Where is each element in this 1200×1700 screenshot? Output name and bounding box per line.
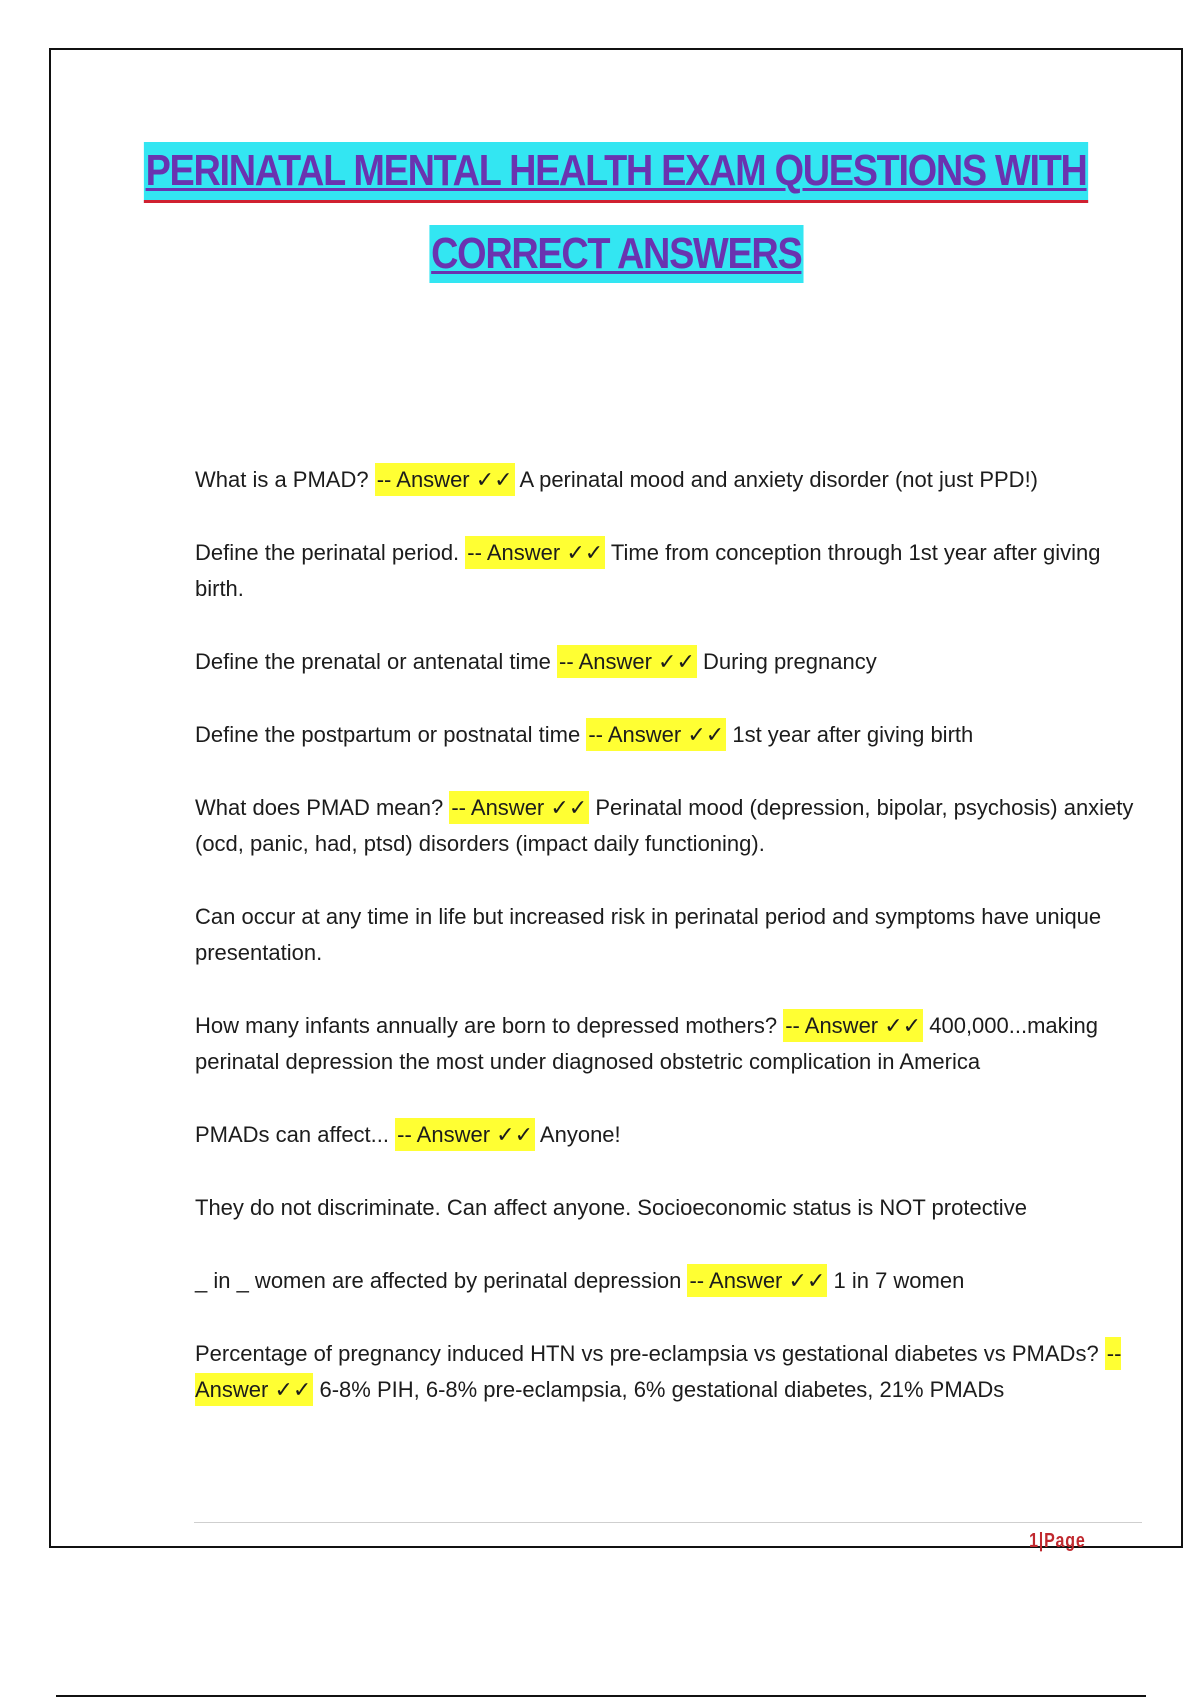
answer-marker: -- Answer ✓✓ — [687, 1264, 827, 1297]
answer-text: 400,000...making perinatal depression the most under diagnosed obstetric complication in America — [195, 1013, 1099, 1074]
title-line-2: CORRECT ANSWERS — [429, 225, 803, 283]
question-text: Percentage of pregnancy induced HTN vs pre-eclampsia vs gestational diabetes vs PMADs? — [195, 1341, 1105, 1366]
question-text: What is a PMAD? — [195, 467, 375, 492]
answer-text: 6-8% PIH, 6-8% pre-eclampsia, 6% gestational diabetes, 21% PMADs — [319, 1377, 1005, 1402]
answer-text: 1st year after giving birth — [732, 722, 974, 747]
question-text: _ in _ women are affected by perinatal depression — [195, 1268, 688, 1293]
qa-item — [195, 1008, 1140, 1080]
page-number: 1|Page — [1029, 1530, 1086, 1552]
answer-text: Perinatal mood (depression, bipolar, psychosis) anxiety (ocd, panic, had, ptsd) disorders (impact daily functioning). — [195, 795, 1134, 856]
answer-marker: -- Answer ✓✓ — [586, 718, 726, 751]
qa-item — [195, 462, 1140, 498]
answer-marker: -- Answer ✓✓ — [465, 536, 605, 569]
answer-marker: -- Answer ✓✓ — [375, 463, 515, 496]
question-text: PMADs can affect... — [195, 1122, 396, 1147]
qa-item — [195, 535, 1140, 607]
footer-divider — [194, 1522, 1142, 1523]
question-text: Define the prenatal or antenatal time — [195, 649, 558, 674]
answer-marker: -- Answer ✓✓ — [783, 1009, 923, 1042]
question-text: What does PMAD mean? — [195, 795, 450, 820]
question-text: How many infants annually are born to depressed mothers? — [195, 1013, 784, 1038]
question-text: Define the perinatal period. — [195, 540, 466, 565]
answer-text: Anyone! — [539, 1122, 621, 1147]
note-text: They do not discriminate. Can affect anyone. Socioeconomic status is NOT protective — [195, 1195, 1027, 1220]
answer-marker: -- Answer ✓✓ — [395, 1118, 535, 1151]
qa-item — [195, 790, 1140, 862]
answer-text: A perinatal mood and anxiety disorder (not just PPD!) — [519, 467, 1039, 492]
answer-text: Time from conception through 1st year after giving birth. — [195, 540, 1101, 601]
qa-item — [195, 1117, 1140, 1153]
answer-marker: -- Answer ✓✓ — [449, 791, 589, 824]
answer-text: During pregnancy — [703, 649, 877, 674]
question-text: Define the postpartum or postnatal time — [195, 722, 587, 747]
qa-list — [195, 462, 1140, 1445]
answer-marker: -- Answer ✓✓ — [557, 645, 697, 678]
page-frame — [49, 48, 1183, 1552]
qa-item — [195, 1336, 1140, 1408]
answer-marker: -- Answer ✓✓ — [195, 1337, 1121, 1406]
qa-item — [195, 1263, 1140, 1299]
title-line-1: PERINATAL MENTAL HEALTH EXAM QUESTIONS WITH — [144, 142, 1088, 203]
note-paragraph — [195, 1190, 1140, 1226]
bottom-divider — [56, 1695, 1146, 1697]
note-paragraph — [195, 899, 1140, 971]
note-text: Can occur at any time in life but increased risk in perinatal period and symptoms have unique presentation. — [195, 904, 1102, 965]
qa-item — [195, 644, 1140, 680]
answer-text: 1 in 7 women — [833, 1268, 965, 1293]
document-title — [51, 142, 1181, 305]
qa-item — [195, 717, 1140, 753]
